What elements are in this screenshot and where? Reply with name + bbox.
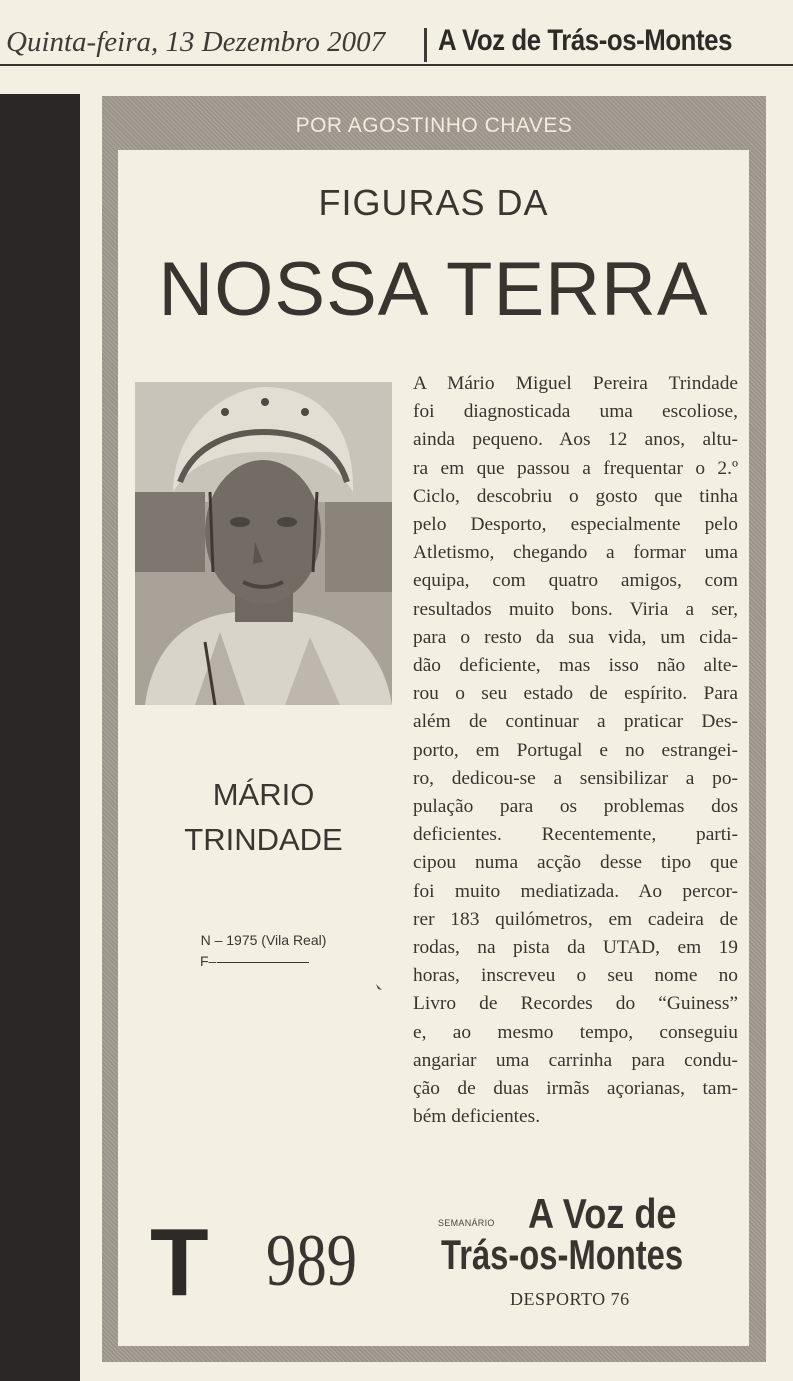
person-name bbox=[135, 772, 392, 862]
newspaper-name: A Voz de Trás-os-Montes bbox=[438, 24, 733, 57]
header-divider bbox=[424, 28, 427, 62]
body-line: equipa, com quatro amigos, com bbox=[413, 570, 738, 592]
series-title-main: NOSSA TERRA bbox=[158, 247, 709, 332]
logo-line-1: A Voz de bbox=[528, 1190, 677, 1237]
byline: POR AGOSTINHO CHAVES bbox=[295, 114, 573, 137]
body-line: resultados muito bons. Viria a ser, bbox=[413, 598, 738, 620]
body-line: deficientes. Recentemente, parti- bbox=[413, 824, 738, 846]
body-line: A Mário Miguel Pereira Trindade bbox=[413, 373, 738, 394]
running-head bbox=[0, 0, 793, 66]
person-last-name: TRINDADE bbox=[184, 822, 343, 857]
body-line: para o resto da sua vida, um cida- bbox=[413, 626, 738, 648]
body-line: cipou numa acção desse tipo que bbox=[413, 852, 738, 874]
section-label: DESPORTO 76 bbox=[510, 1289, 630, 1309]
body-line: ainda pequeno. Aos 12 anos, altu- bbox=[413, 429, 738, 451]
body-line: angariar uma carrinha para condu- bbox=[413, 1049, 738, 1071]
body-line: rer 183 quilómetros, em cadeira de bbox=[413, 908, 738, 930]
death-blank-line bbox=[217, 962, 309, 963]
body-line: dão deficiente, mas isso não alte- bbox=[413, 655, 738, 677]
body-line: ção de duas irmãs açorianas, tam- bbox=[413, 1078, 738, 1100]
body-line: ro, dedicou-se a sensibilizar a po- bbox=[413, 767, 738, 789]
body-line: rodas, na pista da UTAD, em 19 bbox=[413, 937, 738, 959]
person-first-name: MÁRIO bbox=[212, 777, 315, 812]
body-line: foi muito mediatizada. Ao percor- bbox=[413, 880, 738, 902]
birth-info: N – 1975 (Vila Real) bbox=[200, 932, 327, 948]
issue-date: Quinta-feira, 13 Dezembro 2007 bbox=[6, 26, 386, 58]
body-line: rou o seu estado de espírito. Para bbox=[413, 683, 738, 705]
logo-tagline: SEMANÁRIO bbox=[438, 1218, 495, 1228]
body-line: porto, em Portugal e no estrangei- bbox=[413, 739, 738, 761]
page-number: 989 bbox=[266, 1220, 358, 1302]
death-info bbox=[200, 953, 309, 969]
body-line: horas, inscreveu o seu nome no bbox=[413, 965, 738, 987]
ink-speck bbox=[375, 983, 383, 991]
body-line: pelo Desporto, especialmente pelo bbox=[413, 514, 738, 536]
page-letter: T bbox=[150, 1209, 209, 1316]
body-line: Ciclo, descobriu o gosto que tinha bbox=[413, 485, 738, 507]
body-line: Atletismo, chegando a formar uma bbox=[413, 542, 738, 564]
death-label: F– bbox=[200, 953, 217, 969]
body-line: Livro de Recordes do “Guiness” bbox=[413, 993, 738, 1015]
portrait-photo-icon bbox=[135, 382, 392, 705]
body-line: ra em que passou a frequentar o 2.º bbox=[413, 457, 738, 479]
logo-line-2: Trás-os-Montes bbox=[441, 1231, 684, 1278]
page-edge-shadow bbox=[0, 94, 80, 1381]
body-line: foi diagnosticada uma escoliose, bbox=[413, 401, 738, 423]
portrait-photo bbox=[135, 382, 392, 705]
body-line: e, ao mesmo tempo, conseguiu bbox=[413, 1021, 738, 1043]
body-line: além de continuar a praticar Des- bbox=[413, 711, 738, 733]
body-line: bém deficientes. bbox=[413, 1106, 541, 1128]
series-title-top: FIGURAS DA bbox=[318, 182, 549, 223]
body-line: pulação para os problemas dos bbox=[413, 796, 738, 818]
article-body bbox=[413, 370, 738, 1131]
